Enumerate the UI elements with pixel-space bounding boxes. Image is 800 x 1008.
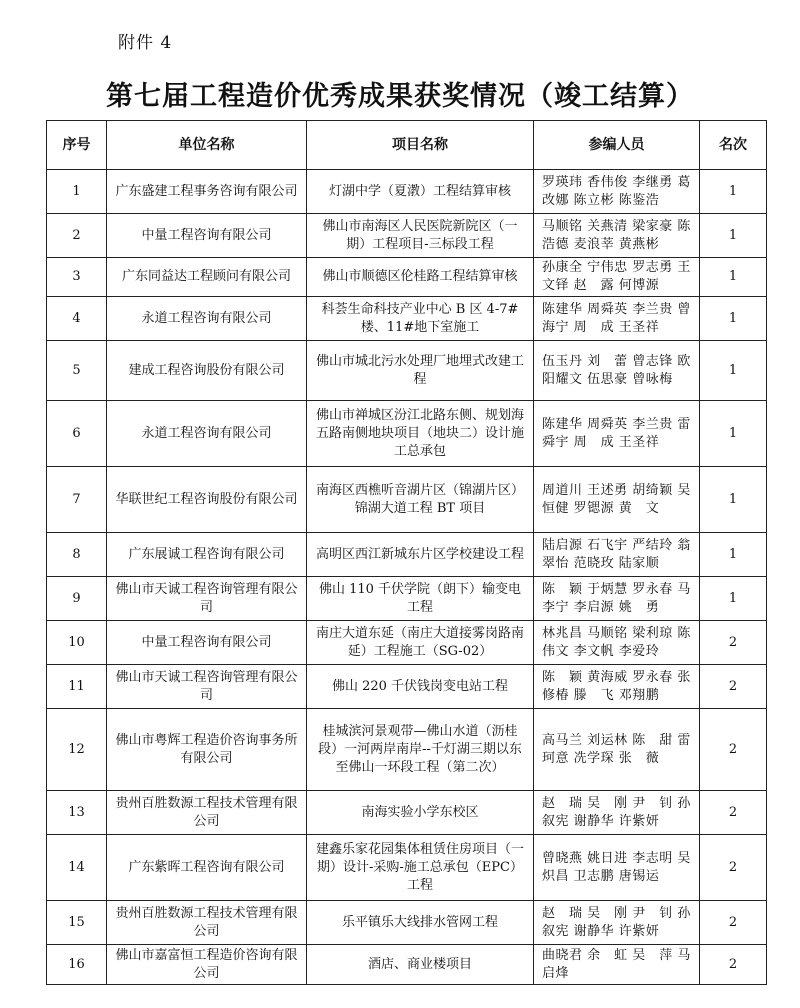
col-header-people: 参编人员 <box>534 121 700 170</box>
table-row <box>47 945 767 985</box>
cell-rank: 1 <box>700 341 767 401</box>
cell-unit: 建成工程咨询股份有限公司 <box>107 341 307 401</box>
cell-rank: 2 <box>700 621 767 665</box>
cell-rank: 2 <box>700 709 767 791</box>
cell-unit: 广东盛建工程事务咨询有限公司 <box>107 170 307 214</box>
cell-no: 1 <box>47 170 107 214</box>
cell-no: 2 <box>47 214 107 258</box>
table-row <box>47 621 767 665</box>
cell-people: 马顺铭 关燕清 梁家豪 陈浩德 麦浪莘 黄燕彬 <box>534 214 700 258</box>
cell-no: 10 <box>47 621 107 665</box>
cell-no: 6 <box>47 401 107 467</box>
cell-no: 15 <box>47 901 107 945</box>
cell-project: 佛山市城北污水处理厂地埋式改建工程 <box>307 341 534 401</box>
cell-people: 陈建华 周舜英 李兰贵 雷舜宇 周 成 王圣祥 <box>534 401 700 467</box>
cell-project: 南庄大道东延（南庄大道接雾岗路南延）工程施工（SG-02） <box>307 621 534 665</box>
cell-rank: 1 <box>700 214 767 258</box>
cell-unit: 华联世纪工程咨询股份有限公司 <box>107 467 307 533</box>
cell-people: 高马兰 刘运林 陈 甜 雷珂意 冼学琛 张 薇 <box>534 709 700 791</box>
table-row <box>47 835 767 901</box>
col-header-no: 序号 <box>47 121 107 170</box>
table-row <box>47 665 767 709</box>
cell-no: 11 <box>47 665 107 709</box>
cell-unit: 贵州百胜数源工程技术管理有限公司 <box>107 901 307 945</box>
cell-no: 4 <box>47 297 107 341</box>
cell-project: 佛山市禅城区汾江北路东侧、规划海五路南侧地块项目（地块二）设计施工总承包 <box>307 401 534 467</box>
cell-people: 陈建华 周舜英 李兰贵 曾海宁 周 成 王圣祥 <box>534 297 700 341</box>
col-header-project: 项目名称 <box>307 121 534 170</box>
table-body <box>47 170 767 985</box>
cell-people: 曲晓君 余 虹 吴 萍 马启烽 <box>534 945 700 985</box>
cell-people: 孙康全 宁伟忠 罗志勇 王文铎 赵 露 何博源 <box>534 258 700 297</box>
table-row <box>47 258 767 297</box>
cell-no: 7 <box>47 467 107 533</box>
cell-project: 佛山市顺德区伦桂路工程结算审核 <box>307 258 534 297</box>
table-row <box>47 709 767 791</box>
table-row <box>47 341 767 401</box>
cell-rank: 1 <box>700 533 767 577</box>
cell-rank: 1 <box>700 258 767 297</box>
cell-unit: 佛山市粤辉工程造价咨询事务所有限公司 <box>107 709 307 791</box>
cell-people: 曾晓燕 姚日进 李志明 吴炽昌 卫志鹏 唐锡运 <box>534 835 700 901</box>
table-row <box>47 467 767 533</box>
cell-unit: 佛山市天诚工程咨询管理有限公司 <box>107 577 307 621</box>
cell-people: 伍玉丹 刘 蕾 曾志锋 欧阳耀文 伍思豪 曾咏梅 <box>534 341 700 401</box>
cell-unit: 广东同益达工程顾问有限公司 <box>107 258 307 297</box>
cell-rank: 2 <box>700 945 767 985</box>
cell-rank: 2 <box>700 901 767 945</box>
cell-unit: 广东展诚工程咨询有限公司 <box>107 533 307 577</box>
cell-unit: 佛山市天诚工程咨询管理有限公司 <box>107 665 307 709</box>
cell-project: 南海区西樵听音湖片区（锦湖片区）锦湖大道工程 BT 项目 <box>307 467 534 533</box>
table-row <box>47 901 767 945</box>
cell-no: 14 <box>47 835 107 901</box>
cell-no: 13 <box>47 791 107 835</box>
cell-no: 3 <box>47 258 107 297</box>
table-row <box>47 214 767 258</box>
cell-rank: 1 <box>700 467 767 533</box>
cell-unit: 中量工程咨询有限公司 <box>107 621 307 665</box>
cell-people: 陈 颖 黄海威 罗永春 张修椿 滕 飞 邓翔鹏 <box>534 665 700 709</box>
table-row <box>47 297 767 341</box>
cell-project: 佛山市南海区人民医院新院区（一期）工程项目-三标段工程 <box>307 214 534 258</box>
page-title: 第七届工程造价优秀成果获奖情况（竣工结算） <box>106 81 694 112</box>
cell-rank: 1 <box>700 170 767 214</box>
cell-project: 佛山 220 千伏钱岗变电站工程 <box>307 665 534 709</box>
cell-rank: 2 <box>700 665 767 709</box>
cell-project: 南海实验小学东校区 <box>307 791 534 835</box>
cell-rank: 1 <box>700 297 767 341</box>
cell-people: 陆启源 石飞宇 严结玲 翁翠怡 范晓玫 陆家顺 <box>534 533 700 577</box>
col-header-unit: 单位名称 <box>107 121 307 170</box>
cell-unit: 贵州百胜数源工程技术管理有限公司 <box>107 791 307 835</box>
table-row <box>47 577 767 621</box>
col-header-rank: 名次 <box>700 121 767 170</box>
cell-project: 灯湖中学（夏漖）工程结算审核 <box>307 170 534 214</box>
cell-no: 9 <box>47 577 107 621</box>
table-row <box>47 401 767 467</box>
cell-project: 乐平镇乐大线排水管网工程 <box>307 901 534 945</box>
cell-people: 赵 瑞 吴 刚 尹 钊 孙叙宪 谢静华 许紫妍 <box>534 791 700 835</box>
table-row <box>47 533 767 577</box>
cell-unit: 永道工程咨询有限公司 <box>107 401 307 467</box>
awards-table <box>46 120 767 985</box>
attachment-label: 附件 4 <box>118 33 173 53</box>
cell-unit: 广东紫晖工程咨询有限公司 <box>107 835 307 901</box>
cell-rank: 2 <box>700 791 767 835</box>
cell-project: 高明区西江新城东片区学校建设工程 <box>307 533 534 577</box>
cell-project: 酒店、商业楼项目 <box>307 945 534 985</box>
cell-people: 赵 瑞 吴 刚 尹 钊 孙叙宪 谢静华 许紫妍 <box>534 901 700 945</box>
cell-unit: 佛山市嘉富恒工程造价咨询有限公司 <box>107 945 307 985</box>
table-row <box>47 170 767 214</box>
cell-rank: 1 <box>700 577 767 621</box>
table-row <box>47 791 767 835</box>
cell-unit: 中量工程咨询有限公司 <box>107 214 307 258</box>
cell-no: 5 <box>47 341 107 401</box>
table-header-row <box>47 121 767 170</box>
cell-no: 8 <box>47 533 107 577</box>
cell-people: 林兆昌 马顺铭 梁利琼 陈伟文 李文帆 李爱玲 <box>534 621 700 665</box>
cell-unit: 永道工程咨询有限公司 <box>107 297 307 341</box>
cell-rank: 2 <box>700 835 767 901</box>
cell-no: 16 <box>47 945 107 985</box>
cell-project: 佛山 110 千伏学院（朗下）输变电工程 <box>307 577 534 621</box>
cell-people: 陈 颖 于炳慧 罗永春 马李宁 李启源 姚 勇 <box>534 577 700 621</box>
cell-people: 周道川 王述勇 胡绮颖 吴恒健 罗锶源 黄 文 <box>534 467 700 533</box>
cell-project: 建鑫乐家花园集体租赁住房项目（一期）设计-采购-施工总承包（EPC）工程 <box>307 835 534 901</box>
cell-no: 12 <box>47 709 107 791</box>
cell-rank: 1 <box>700 401 767 467</box>
cell-people: 罗瑛玮 香伟俊 李继勇 葛改娜 陈立彬 陈鉴浩 <box>534 170 700 214</box>
cell-project: 桂城滨河景观带—佛山水道（沥桂段）一河两岸南岸--千灯湖三期以东至佛山一环段工程（第二次） <box>307 709 534 791</box>
cell-project: 科荟生命科技产业中心 B 区 4-7#楼、11#地下室施工 <box>307 297 534 341</box>
